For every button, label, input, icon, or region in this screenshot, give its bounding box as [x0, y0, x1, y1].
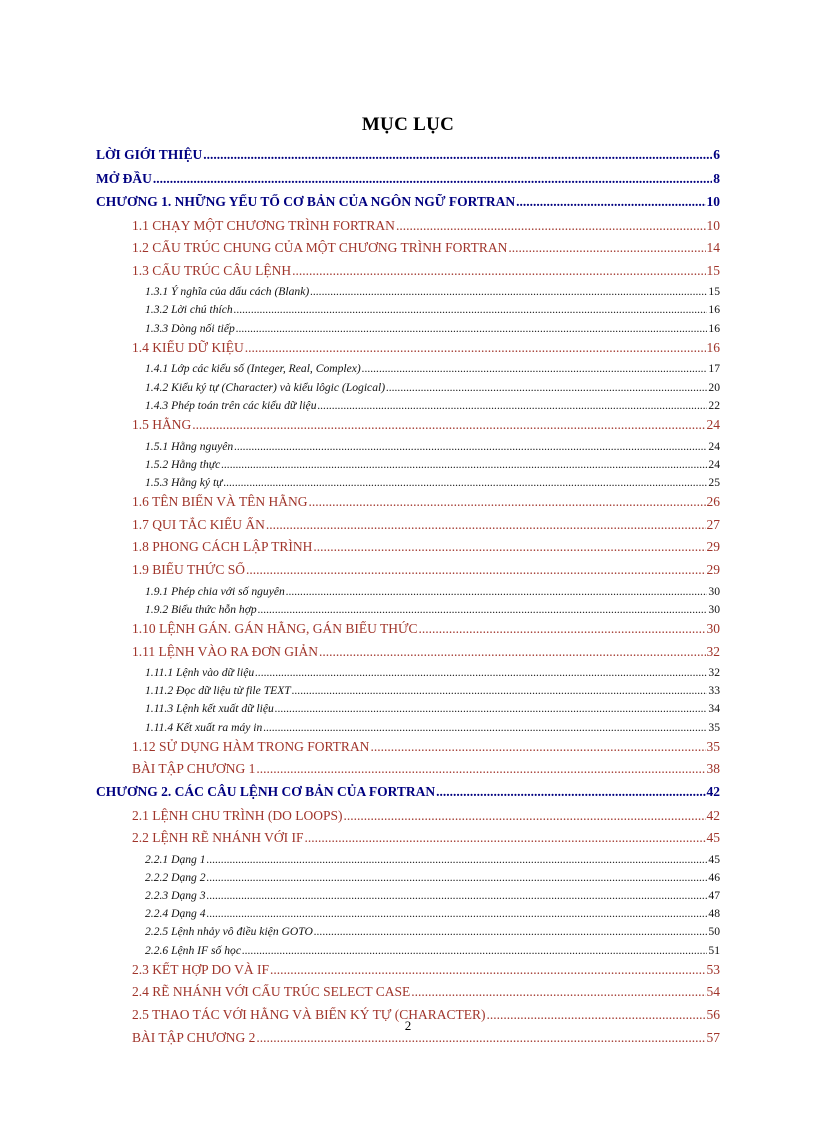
toc-entry-title: 1.9.1 Phép chia với số nguyên	[145, 584, 285, 598]
toc-entry-title: 1.11.1 Lệnh vào dữ liệu	[145, 666, 255, 680]
toc-leader-dots	[270, 962, 705, 978]
toc-entry-page: 6	[713, 147, 720, 162]
toc-entry-title: 1.4.1 Lớp các kiểu số (Integer, Real, Complex)	[145, 362, 361, 376]
toc-entry-page: 17	[708, 362, 720, 376]
toc-entry-page: 8	[713, 170, 720, 186]
toc-entry-title: 1.11.4 Kết xuất ra máy in	[145, 720, 263, 734]
toc-entry[interactable]	[96, 381, 720, 399]
toc-entry-page: 30	[708, 602, 720, 616]
toc-entry-title: 1.5.1 Hằng nguyên	[145, 439, 234, 453]
toc-entry[interactable]	[96, 962, 720, 985]
toc-entry-page: 32	[708, 666, 720, 680]
toc-entry[interactable]	[96, 263, 720, 286]
toc-entry[interactable]	[96, 761, 720, 784]
toc-entry-page: 10	[706, 217, 720, 233]
toc-leader-dots	[207, 907, 708, 920]
toc-entry-title: 1.3.1 Ý nghĩa của dấu cách (Blank)	[145, 285, 310, 299]
toc-entry-page: 33	[708, 684, 720, 698]
toc-entry[interactable]	[96, 739, 720, 762]
toc-leader-dots	[207, 871, 708, 884]
toc-leader-dots	[223, 476, 707, 489]
toc-entry-title: 1.7 QUI TẮC KIỂU ẨN	[132, 516, 265, 532]
toc-entry-page: 24	[708, 457, 720, 471]
toc-entry[interactable]	[96, 517, 720, 540]
toc-entry-page: 34	[708, 702, 720, 716]
toc-entry-title: MỞ ĐẦU	[96, 170, 152, 186]
toc-entry-page: 53	[706, 961, 720, 977]
toc-entry-page: 10	[706, 194, 720, 209]
toc-leader-dots	[386, 381, 707, 394]
toc-entry-page: 30	[706, 620, 720, 636]
toc-entry-page: 22	[708, 398, 720, 412]
toc-entry[interactable]	[96, 171, 720, 195]
toc-entry-title: 2.4 RẼ NHÁNH VỚI CẤU TRÚC SELECT CASE	[132, 984, 411, 1000]
toc-leader-dots	[192, 417, 705, 433]
toc-entry[interactable]	[96, 494, 720, 517]
toc-leader-dots	[153, 171, 712, 187]
toc-leader-dots	[344, 808, 706, 824]
toc-entry-title: 1.3 CẤU TRÚC CÂU LỆNH	[132, 262, 292, 278]
toc-leader-dots	[234, 440, 707, 453]
toc-entry[interactable]	[96, 539, 720, 562]
toc-entry-page: 14	[706, 240, 720, 256]
toc-leader-dots	[245, 340, 706, 356]
toc-entry[interactable]	[96, 603, 720, 621]
toc-leader-dots	[242, 944, 707, 957]
toc-leader-dots	[292, 684, 708, 697]
toc-entry-page: 20	[708, 380, 720, 394]
toc-entry[interactable]	[96, 907, 720, 925]
toc-entry-page: 27	[706, 516, 720, 532]
toc-entry[interactable]	[96, 644, 720, 667]
toc-entry-page: 51	[708, 943, 720, 957]
toc-leader-dots	[275, 702, 708, 715]
toc-leader-dots	[516, 194, 705, 210]
toc-entry[interactable]	[96, 399, 720, 417]
toc-entry-page: 42	[706, 784, 720, 800]
toc-leader-dots	[246, 562, 706, 578]
toc-leader-dots	[396, 218, 706, 234]
toc-entry-page: 29	[706, 539, 720, 555]
toc-leader-dots	[314, 925, 708, 938]
toc-entry-page: 24	[706, 417, 720, 432]
toc-entry[interactable]	[96, 285, 720, 303]
toc-entry-title: 1.11.3 Lệnh kết xuất dữ liệu	[145, 702, 274, 716]
toc-entry-page: 15	[708, 285, 720, 299]
toc-entry[interactable]	[96, 340, 720, 363]
table-of-contents	[96, 147, 720, 1052]
toc-entry[interactable]	[96, 702, 720, 720]
toc-entry-title: 2.2.2 Dạng 2	[145, 870, 206, 884]
toc-leader-dots	[508, 240, 705, 256]
toc-entry-page: 45	[708, 852, 720, 866]
toc-entry-title: 1.1 CHẠY MỘT CHƯƠNG TRÌNH FORTRAN	[132, 217, 395, 233]
toc-entry-title: 1.9 BIỂU THỨC SỐ	[132, 561, 245, 577]
toc-entry-page: 24	[708, 439, 720, 453]
toc-leader-dots	[266, 517, 706, 533]
toc-entry-page: 35	[708, 720, 720, 734]
toc-entry-title: 2.2.4 Dạng 4	[145, 907, 206, 921]
toc-entry[interactable]	[96, 666, 720, 684]
toc-entry-page: 16	[706, 339, 720, 355]
toc-leader-dots	[292, 263, 705, 279]
toc-leader-dots	[256, 761, 705, 777]
toc-entry[interactable]	[96, 784, 720, 808]
toc-entry-title: 1.5.3 Hằng ký tự	[145, 475, 223, 489]
toc-entry-title: CHƯƠNG 1. NHỮNG YẾU TỐ CƠ BẢN CỦA NGÔN NGỮ FORTRAN	[96, 194, 516, 209]
toc-entry[interactable]	[96, 621, 720, 644]
toc-entry-page: 47	[708, 889, 720, 903]
toc-leader-dots	[418, 621, 705, 637]
toc-entry-page: 54	[706, 984, 720, 1000]
toc-entry-title: 1.3.2 Lời chú thích	[145, 303, 233, 317]
toc-entry-title: 1.5 HẰNG	[132, 417, 192, 432]
toc-entry-title: 2.3 KẾT HỢP DO VÀ IF	[132, 961, 270, 977]
toc-entry-title: 1.11.2 Đọc dữ liệu từ file TEXT	[145, 684, 291, 698]
toc-entry-title: 1.12 SỬ DỤNG HÀM TRONG FORTRAN	[132, 738, 370, 754]
toc-entry-title: 2.2 LỆNH RẼ NHÁNH VỚI IF	[132, 830, 304, 846]
toc-entry-title: 1.3.3 Dòng nối tiếp	[145, 321, 235, 335]
toc-entry[interactable]	[96, 830, 720, 853]
toc-entry[interactable]	[96, 476, 720, 494]
toc-entry-page: 45	[706, 830, 720, 846]
toc-leader-dots	[318, 399, 708, 412]
toc-leader-dots	[436, 784, 705, 800]
toc-entry-title: 2.5 THAO TÁC VỚI HẰNG VÀ BIẾN KÝ TỰ (CHARACTER)	[132, 1007, 486, 1023]
toc-entry-page: 56	[706, 1007, 720, 1023]
toc-entry-title: BÀI TẬP CHƯƠNG 2	[132, 1029, 256, 1045]
toc-entry[interactable]	[96, 562, 720, 585]
toc-entry[interactable]	[96, 240, 720, 263]
toc-entry[interactable]	[96, 458, 720, 476]
toc-entry-page: 46	[708, 870, 720, 884]
toc-leader-dots	[319, 644, 706, 660]
toc-entry-title: 2.2.5 Lệnh nhảy vô điều kiện GOTO	[145, 925, 313, 939]
toc-leader-dots	[263, 721, 707, 734]
toc-entry-page: 26	[706, 494, 720, 510]
toc-leader-dots	[309, 494, 706, 510]
toc-leader-dots	[286, 585, 708, 598]
toc-entry[interactable]	[96, 808, 720, 831]
toc-entry[interactable]	[96, 218, 720, 241]
toc-entry[interactable]	[96, 925, 720, 943]
toc-entry[interactable]	[96, 984, 720, 1007]
toc-entry-page: 30	[708, 584, 720, 598]
toc-entry-title: 1.5.2 Hằng thực	[145, 457, 221, 471]
toc-entry-title: 1.2 CẤU TRÚC CHUNG CỦA MỘT CHƯƠNG TRÌNH FORTRAN	[132, 240, 508, 256]
toc-entry[interactable]	[96, 871, 720, 889]
toc-entry-title: 1.4 KIỂU DỮ KIỆU	[132, 339, 244, 355]
toc-entry-page: 57	[706, 1029, 720, 1045]
toc-entry[interactable]	[96, 853, 720, 871]
toc-entry[interactable]	[96, 303, 720, 321]
toc-entry-title: 1.9.2 Biểu thức hỗn hợp	[145, 602, 257, 616]
toc-leader-dots	[313, 539, 705, 555]
toc-entry-page: 29	[706, 561, 720, 577]
toc-entry-title: 2.2.6 Lệnh IF số học	[145, 943, 241, 957]
toc-entry-title: 1.8 PHONG CÁCH LẬP TRÌNH	[132, 539, 313, 555]
toc-entry[interactable]	[96, 585, 720, 603]
toc-leader-dots	[411, 984, 705, 1000]
page-number: 2	[404, 1018, 412, 1033]
toc-entry-page: 38	[706, 761, 720, 777]
toc-entry[interactable]	[96, 440, 720, 458]
toc-entry-page: 42	[706, 807, 720, 823]
toc-leader-dots	[221, 458, 707, 471]
toc-entry-title: 1.6 TÊN BIẾN VÀ TÊN HẰNG	[132, 494, 308, 510]
toc-leader-dots	[362, 362, 708, 375]
toc-entry-page: 16	[708, 303, 720, 317]
toc-entry-title: 1.4.2 Kiểu ký tự (Character) và kiểu lôgic (Logical)	[145, 380, 386, 394]
toc-entry-page: 35	[706, 738, 720, 754]
toc-entry-title: 2.2.3 Dạng 3	[145, 889, 206, 903]
toc-entry[interactable]	[96, 194, 720, 218]
toc-entry[interactable]	[96, 889, 720, 907]
toc-entry-title: LỜI GIỚI THIỆU	[96, 147, 203, 162]
toc-leader-dots	[370, 739, 705, 755]
toc-leader-dots	[310, 285, 707, 298]
toc-leader-dots	[236, 322, 708, 335]
toc-entry-title: 1.4.3 Phép toán trên các kiểu dữ liệu	[145, 398, 317, 412]
toc-leader-dots	[207, 889, 708, 902]
toc-leader-dots	[255, 666, 707, 679]
toc-entry[interactable]	[96, 362, 720, 380]
toc-leader-dots	[203, 147, 712, 163]
toc-entry[interactable]	[96, 417, 720, 440]
toc-entry-page: 48	[708, 907, 720, 921]
toc-entry-title: 1.10 LỆNH GÁN. GÁN HẰNG, GÁN BIỂU THỨC	[132, 620, 418, 636]
toc-leader-dots	[207, 853, 708, 866]
toc-entry-title: BÀI TẬP CHƯƠNG 1	[132, 761, 256, 777]
toc-entry-title: CHƯƠNG 2. CÁC CÂU LỆNH CƠ BẢN CỦA FORTRAN	[96, 784, 436, 800]
toc-entry[interactable]	[96, 322, 720, 340]
toc-entry-title: 2.1 LỆNH CHU TRÌNH (DO LOOPS)	[132, 807, 343, 823]
toc-entry-page: 25	[708, 475, 720, 489]
toc-entry-page: 15	[706, 262, 720, 278]
toc-entry[interactable]	[96, 684, 720, 702]
toc-entry-page: 50	[708, 925, 720, 939]
toc-leader-dots	[305, 830, 706, 846]
toc-leader-dots	[234, 303, 708, 316]
toc-entry-page: 16	[708, 321, 720, 335]
toc-leader-dots	[258, 603, 708, 616]
page-title: MỤC LỤC	[361, 114, 455, 135]
toc-entry[interactable]	[96, 944, 720, 962]
toc-entry-title: 2.2.1 Dạng 1	[145, 852, 206, 866]
toc-entry-title: 1.11 LỆNH VÀO RA ĐƠN GIẢN	[132, 643, 318, 659]
toc-entry[interactable]	[96, 147, 720, 171]
toc-entry[interactable]	[96, 721, 720, 739]
toc-entry-page: 32	[706, 643, 720, 659]
